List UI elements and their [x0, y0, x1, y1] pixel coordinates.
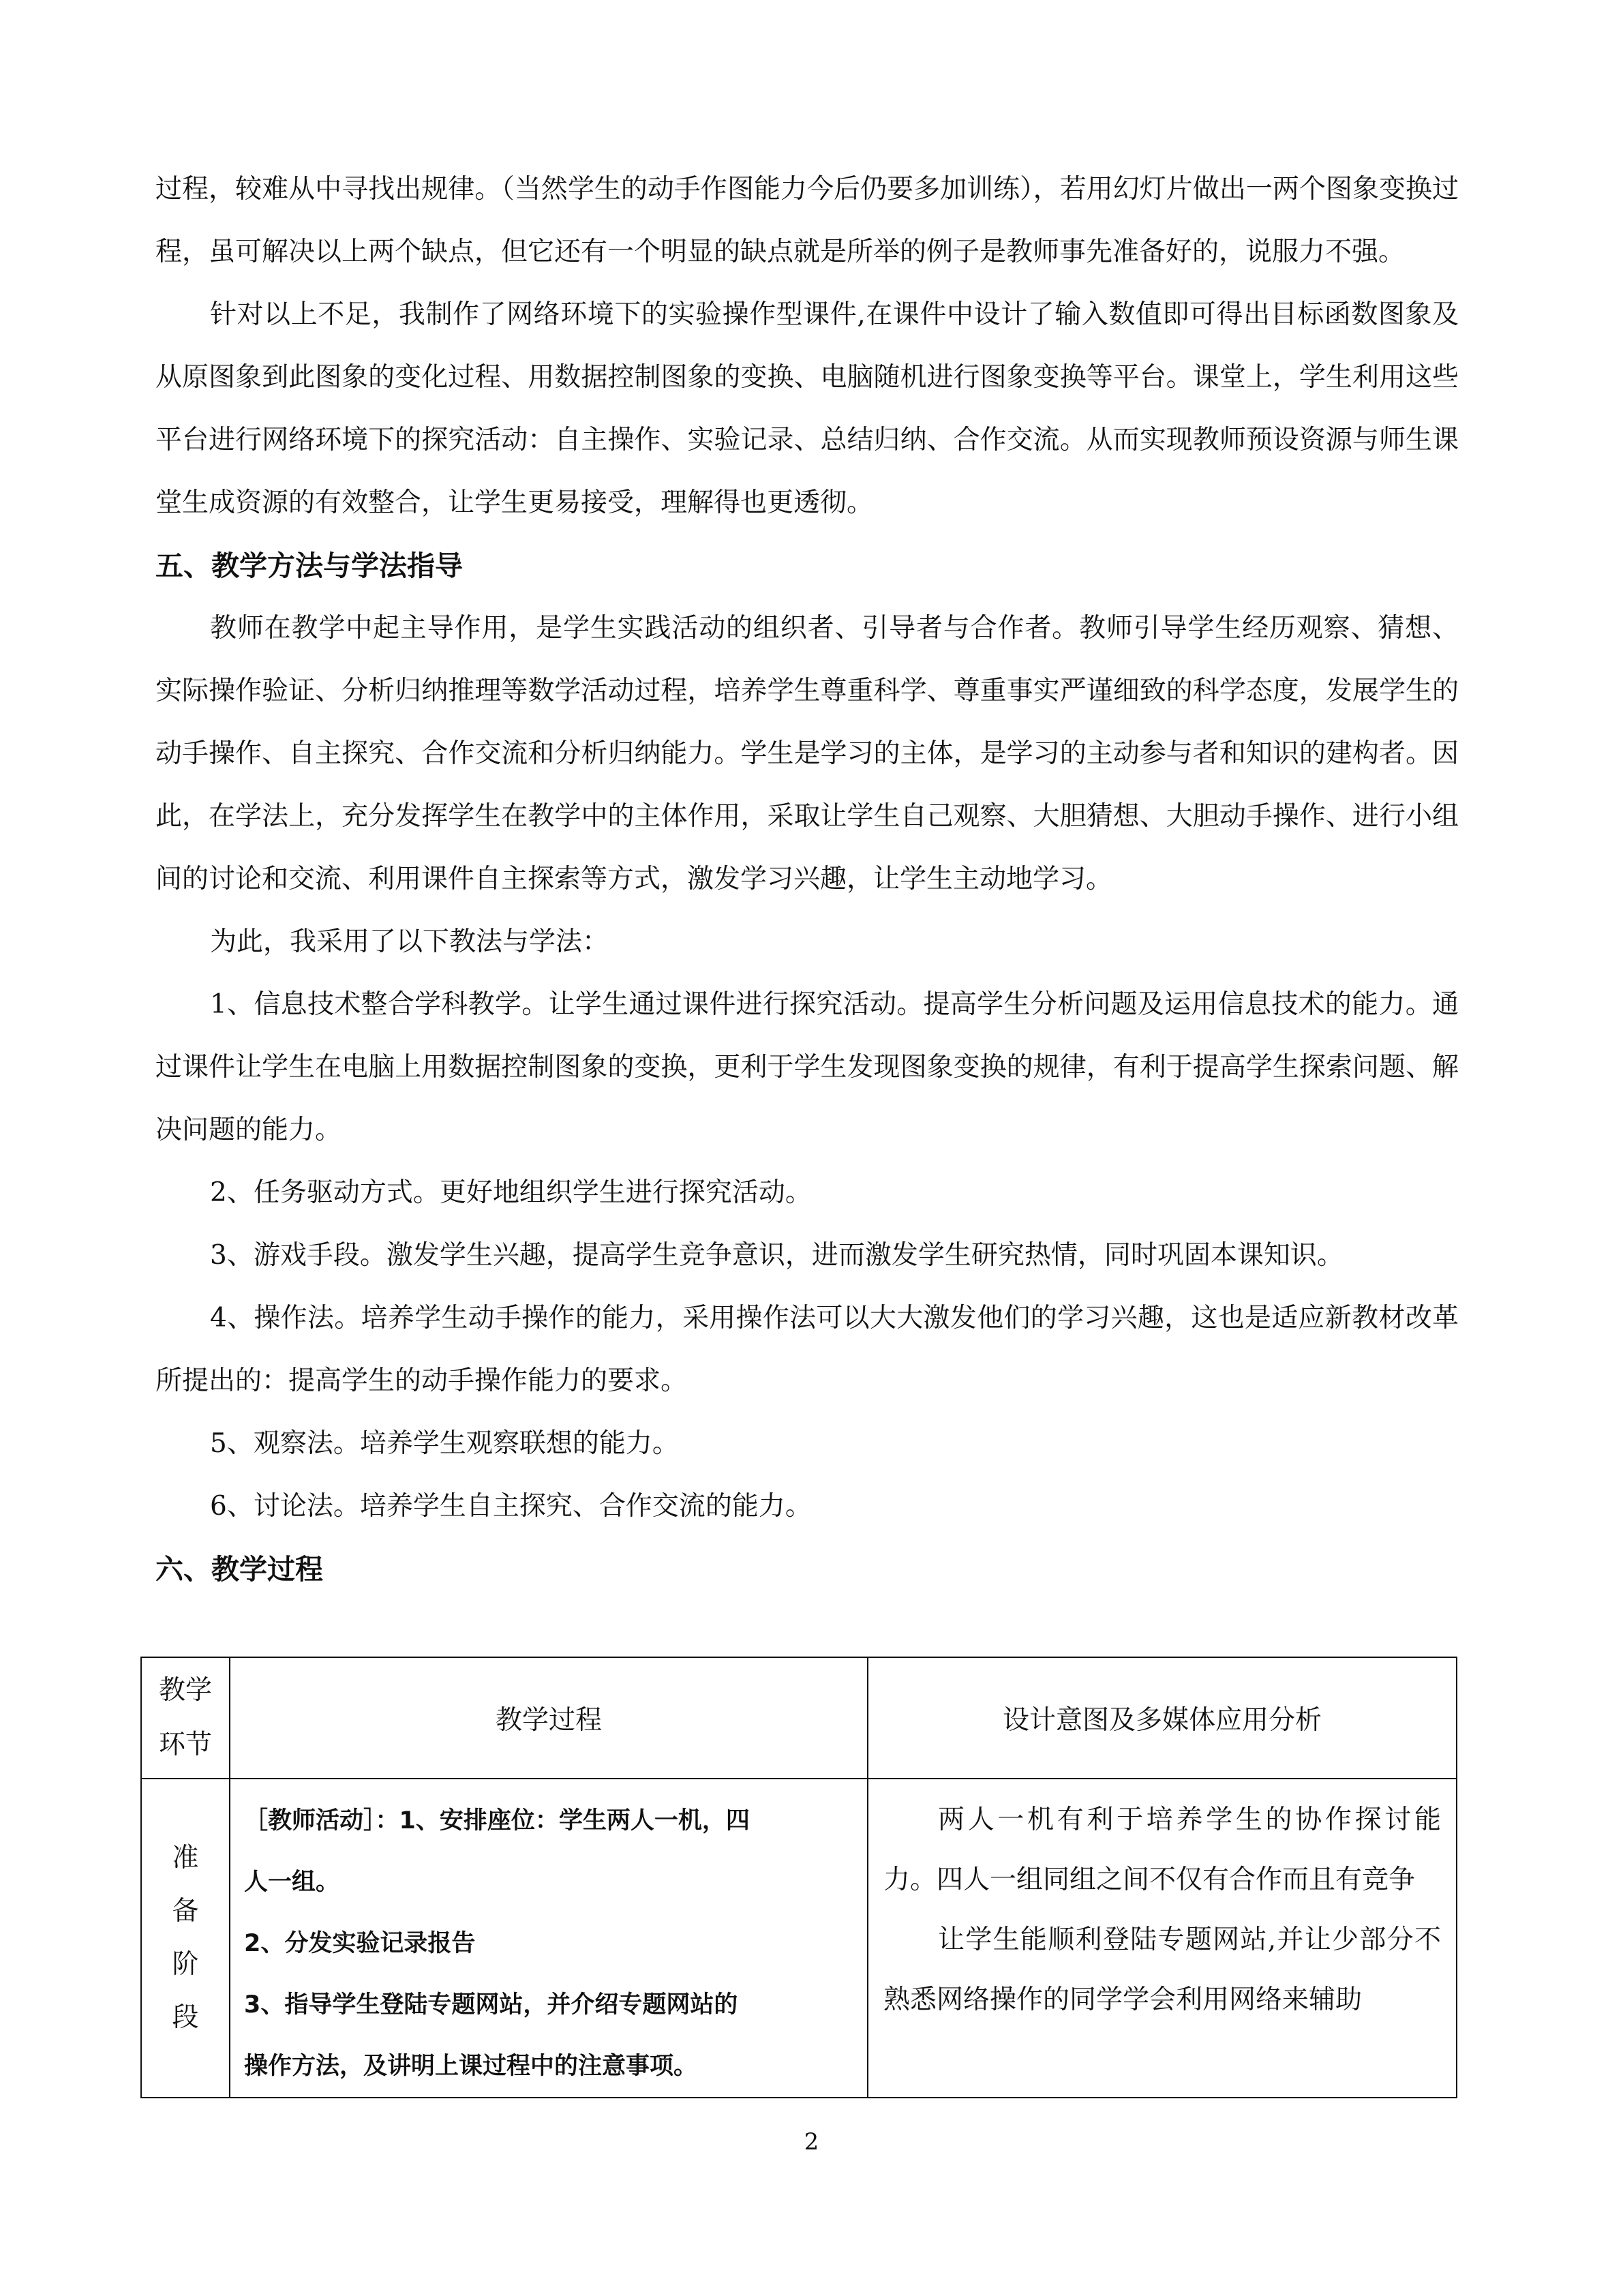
- teaching-process-table: [140, 1657, 1457, 2098]
- stage-cell: [141, 1779, 230, 2098]
- stage-char: 阶: [172, 1949, 199, 1980]
- header-stage-line2: 环节: [158, 1729, 212, 1760]
- process-line: 操作方法，及讲明上课过程中的注意事项。: [244, 2053, 698, 2080]
- list-item: 3、游戏手段。激发学生兴趣，提高学生竞争意识，进而激发学生研究热情，同时巩固本课知识。: [210, 1240, 1344, 1271]
- design-cell: [868, 1779, 1457, 2098]
- stage-char: 段: [172, 2002, 199, 2033]
- process-line: 2、分发实验记录报告: [244, 1930, 476, 1957]
- list-item: 2、任务驱动方式。更好地组织学生进行探究活动。: [210, 1177, 812, 1208]
- paragraph: 针对以上不足，我制作了网络环境下的实验操作型课件,在课件中设计了输入数值即可得出目标函数图象及从原图象到此图象的变化过程、用数据控制图象的变换、电脑随机进行图象变换等平台。课堂上，学生利用这些平台进行网络环境下的探究活动：自主操作、实验记录、总结归纳、合作交流。从而实现教师预设资源与师生课堂生成资源的有效整合，让学生更易接受，理解得也更透彻。: [155, 299, 1459, 518]
- list-item: 1、信息技术整合学科教学。让学生通过课件进行探究活动。提高学生分析问题及运用信息技术的能力。通过课件让学生在电脑上用数据控制图象的变换，更利于学生发现图象变换的规律，有利于提高学生探索问题、解决问题的能力。: [155, 989, 1459, 1145]
- body-text: [155, 158, 1459, 1601]
- table-row: [141, 1779, 1457, 2098]
- table-header-row: [141, 1657, 1457, 1779]
- section-heading-process: 六、教学过程: [155, 1553, 323, 1586]
- header-stage: [141, 1657, 230, 1779]
- page-number: 2: [804, 2128, 819, 2156]
- section-heading-methods: 五、教学方法与学法指导: [155, 549, 463, 582]
- process-line: 3、指导学生登陆专题网站，并介绍专题网站的: [244, 1991, 738, 2019]
- header-design: 设计意图及多媒体应用分析: [868, 1657, 1457, 1779]
- header-process: 教学过程: [230, 1657, 868, 1779]
- design-paragraph: 让学生能顺利登陆专题网站,并让少部分不熟悉网络操作的同学学会利用网络来辅助: [883, 1924, 1441, 2015]
- stage-char: 准: [172, 1843, 199, 1873]
- list-item: 4、操作法。培养学生动手操作的能力，采用操作法可以大大激发他们的学习兴趣，这也是适应新教材改革所提出的：提高学生的动手操作能力的要求。: [155, 1303, 1459, 1396]
- list-item: 6、讨论法。培养学生自主探究、合作交流的能力。: [210, 1491, 812, 1522]
- process-cell: [230, 1779, 868, 2098]
- list-item: 5、观察法。培养学生观察联想的能力。: [210, 1428, 679, 1459]
- process-line: ［教师活动］：1、安排座位：学生两人一机，四: [244, 1807, 750, 1834]
- stage-char: 备: [172, 1896, 199, 1927]
- process-line: 人一组。: [244, 1869, 340, 1896]
- paragraph: 为此，我采用了以下教法与学法：: [210, 926, 609, 957]
- paragraph-continued: 过程，较难从中寻找出规律。（当然学生的动手作图能力今后仍要多加训练），若用幻灯片做出一两个图象变换过程，虽可解决以上两个缺点，但它还有一个明显的缺点就是所举的例子是教师事先准备好的，说服力不强。: [155, 174, 1459, 267]
- design-paragraph: 两人一机有利于培养学生的协作探讨能力。四人一组同组之间不仅有合作而且有竞争: [883, 1804, 1441, 1895]
- header-stage-line1: 教学: [158, 1675, 212, 1706]
- paragraph: 教师在教学中起主导作用，是学生实践活动的组织者、引导者与合作者。教师引导学生经历观察、猜想、实际操作验证、分析归纳推理等数学活动过程，培养学生尊重科学、尊重事实严谨细致的科学态度，发展学生的动手操作、自主探究、合作交流和分析归纳能力。学生是学习的主体，是学习的主动参与者和知识的建构者。因此，在学法上，充分发挥学生在教学中的主体作用，采取让学生自己观察、大胆猜想、大胆动手操作、进行小组间的讨论和交流、利用课件自主探索等方式，激发学习兴趣，让学生主动地学习。: [155, 613, 1459, 894]
